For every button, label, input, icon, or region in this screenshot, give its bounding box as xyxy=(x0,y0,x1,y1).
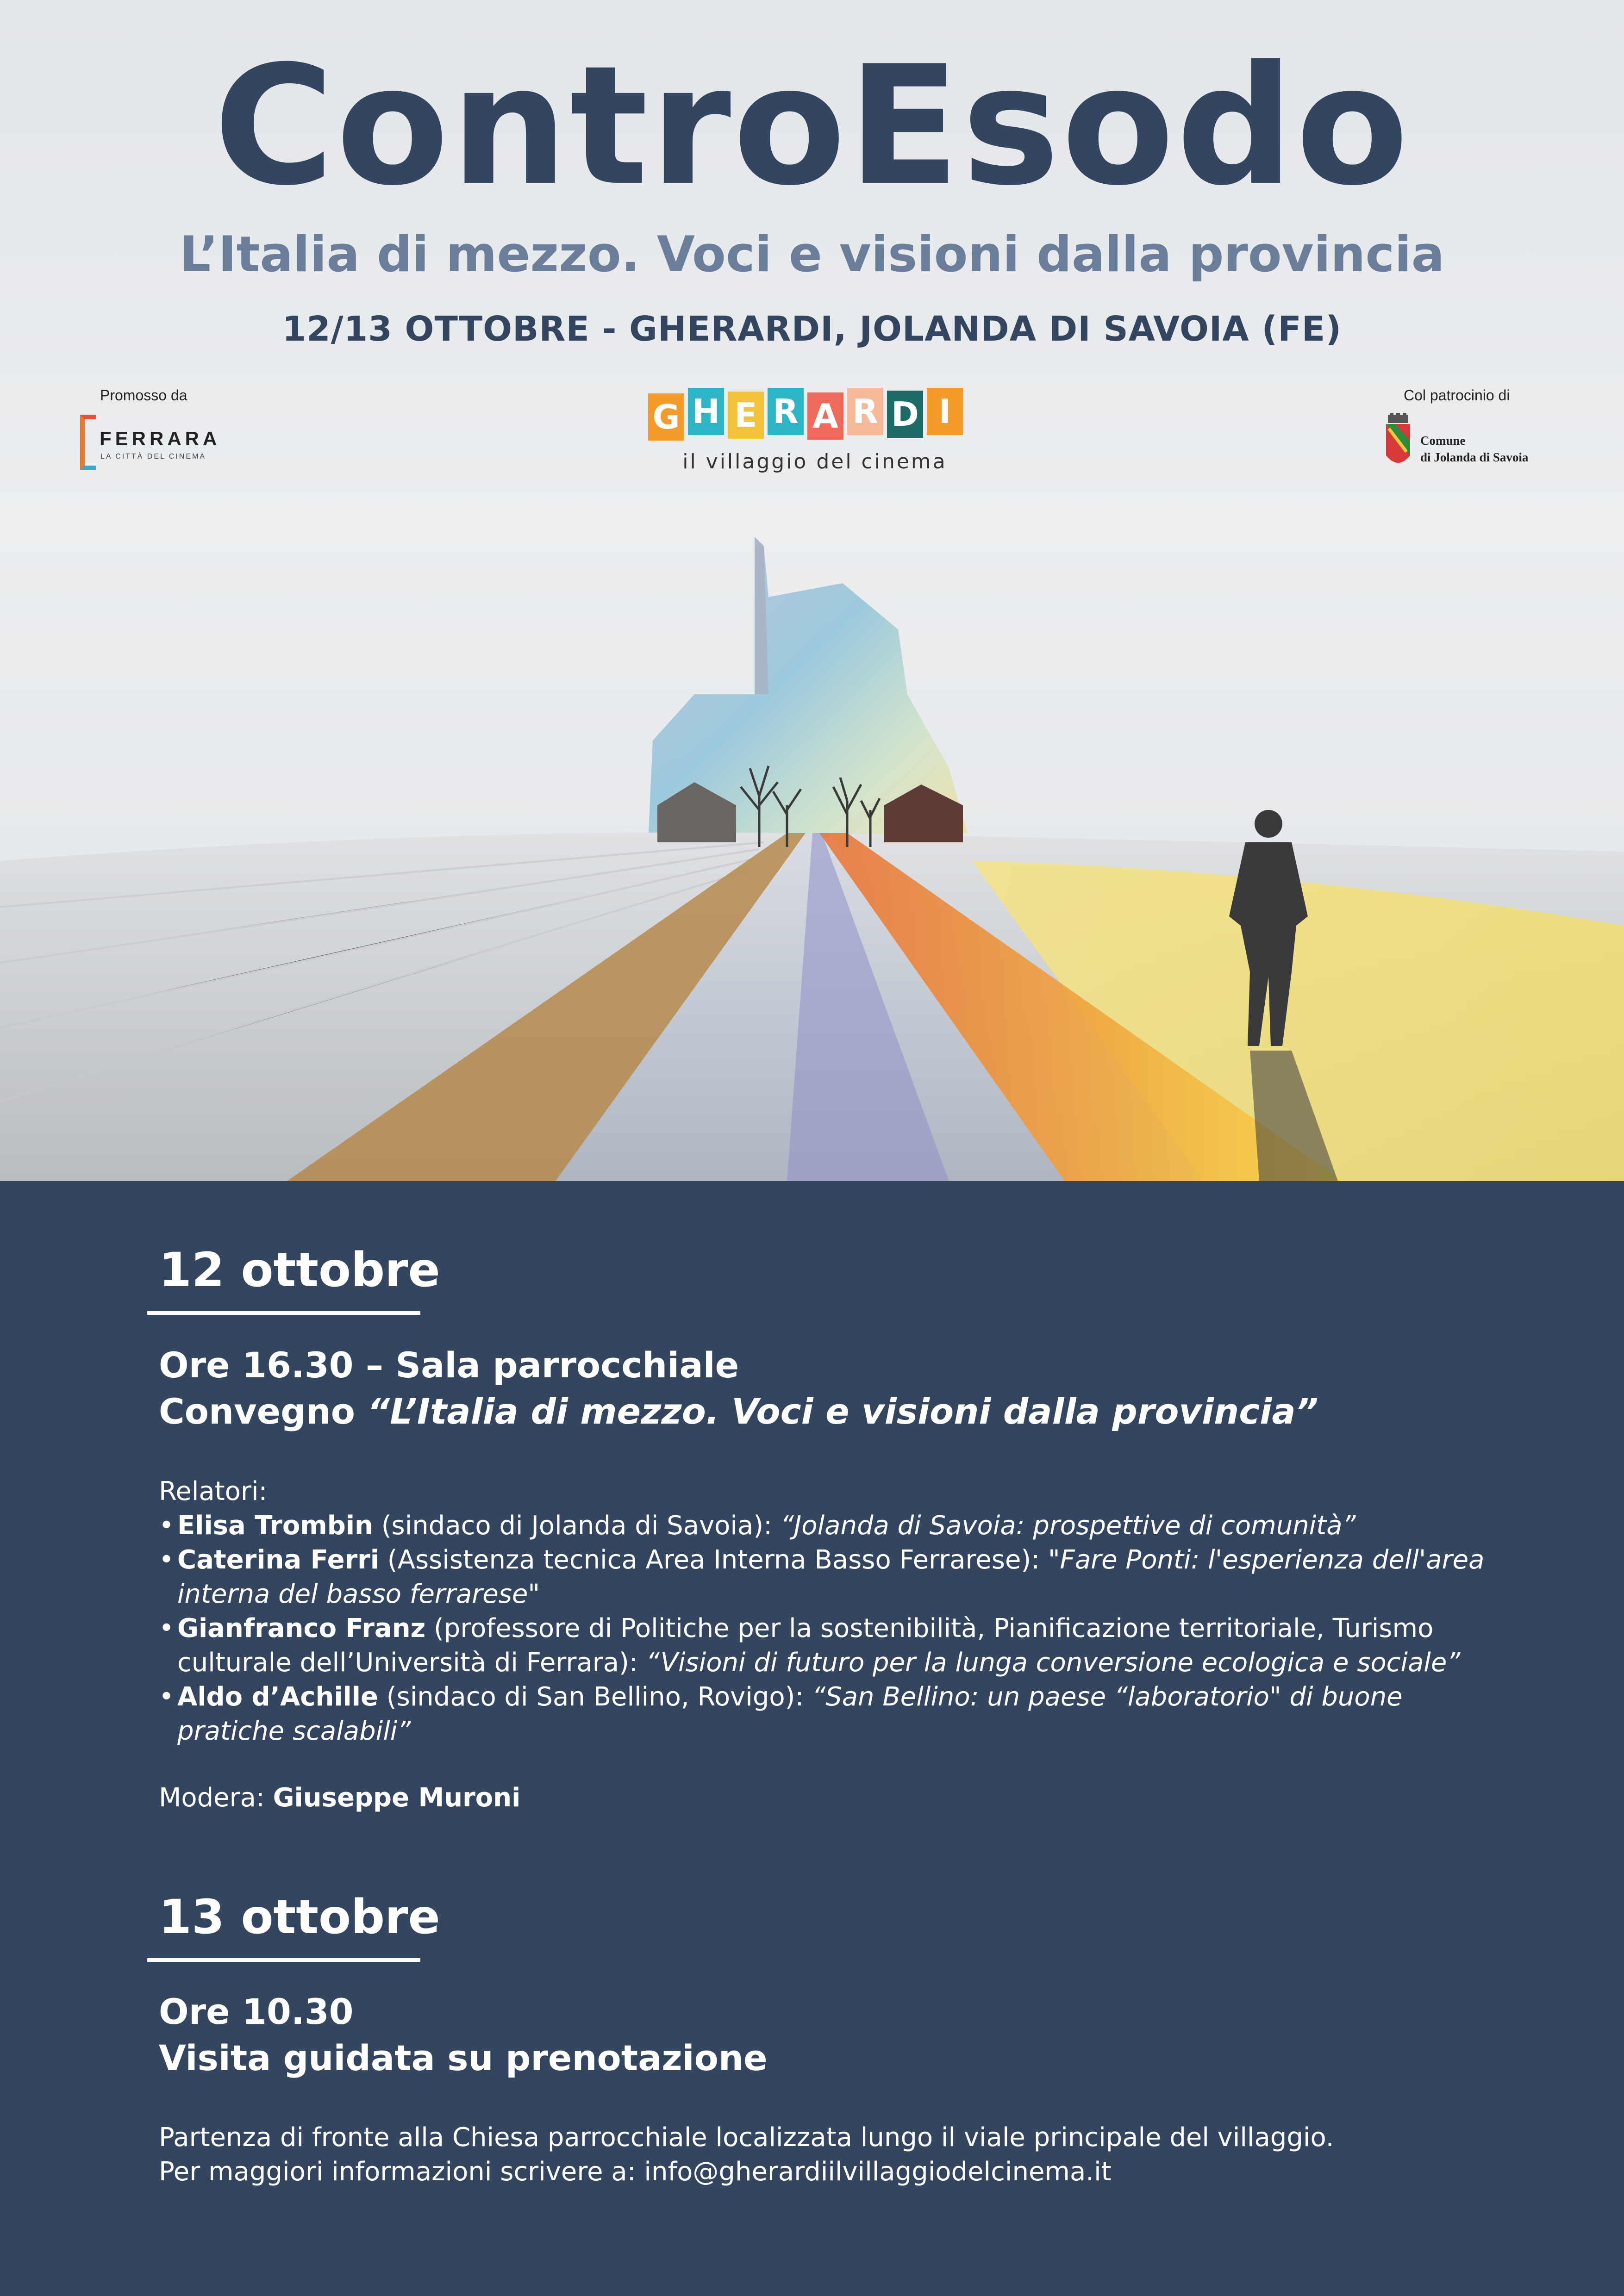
day1-session xyxy=(159,1342,1318,1435)
speaker-name: Aldo d’Achille xyxy=(177,1682,378,1712)
day1-underline xyxy=(147,1311,420,1315)
speaker-talk: “San Bellino: un paese “laboratorio" di buone pratiche scalabili” xyxy=(177,1682,1403,1746)
day2-underline xyxy=(147,1958,420,1962)
comune-name xyxy=(1420,432,1528,466)
speaker-role: (professore di Politiche per la sostenibilità, Pianificazione territoriale, Turismo culturale dell’Università di Ferrara): xyxy=(177,1613,1434,1678)
gherardi-letter-tile: G xyxy=(648,393,684,441)
event-title: ControEsodo xyxy=(213,30,1411,222)
gherardi-logo xyxy=(648,388,981,480)
speaker-name: Elisa Trombin xyxy=(177,1511,373,1541)
speaker-name: Caterina Ferri xyxy=(177,1545,379,1575)
day1-speakers-block xyxy=(159,1475,1501,1748)
ferrara-logo-word: FERRARA xyxy=(100,428,221,449)
gherardi-letter-tile: E xyxy=(728,392,764,439)
gherardi-letter-tile: R xyxy=(768,388,804,435)
day1-session-time: Ore 16.30 – Sala parrocchiale xyxy=(159,1344,739,1386)
moderator-label: Modera: xyxy=(159,1783,273,1813)
day2-session-time: Ore 10.30 xyxy=(159,1991,354,2032)
promoter-label: Promosso da xyxy=(100,387,187,404)
day2-info-line-2: Per maggiori informazioni scrivere a: info@gherardiilvillaggiodelcinema.it xyxy=(159,2157,1112,2187)
speaker-talk: "Fare Ponti: l'esperienza dell'area interna del basso ferrarese" xyxy=(177,1545,1485,1609)
landscape-illustration xyxy=(0,509,1624,1181)
speaker-item xyxy=(159,1612,1501,1680)
gherardi-letter-tile: H xyxy=(688,388,724,435)
day2-session-title: Visita guidata su prenotazione xyxy=(159,2037,768,2079)
gherardi-letter-tile: R xyxy=(847,388,883,435)
ferrara-frame-icon xyxy=(80,415,96,470)
day1-session-title-line xyxy=(159,1388,1318,1435)
speaker-item xyxy=(159,1543,1501,1612)
day1-session-title: “L’Italia di mezzo. Voci e visioni dalla provincia” xyxy=(367,1391,1318,1432)
moderator-name: Giuseppe Muroni xyxy=(273,1783,521,1813)
moderator-line xyxy=(159,1781,1501,1815)
patron-label: Col patrocinio di xyxy=(1404,387,1510,404)
speaker-role: (sindaco di Jolanda di Savoia): xyxy=(373,1511,781,1541)
day1-heading: 12 ottobre xyxy=(159,1243,440,1298)
speaker-talk: “Jolanda di Savoia: prospettive di comunità” xyxy=(780,1511,1356,1541)
speaker-role: (sindaco di San Bellino, Rovigo): xyxy=(378,1682,812,1712)
ferrara-logo xyxy=(80,415,219,475)
gherardi-letter-tile: I xyxy=(927,388,963,435)
event-dates-place: 12/13 OTTOBRE - GHERARDI, JOLANDA DI SAVOIA (FE) xyxy=(282,309,1342,349)
poster-header xyxy=(0,0,1624,532)
speaker-item xyxy=(159,1509,1501,1543)
gherardi-letter-tiles xyxy=(648,388,981,439)
comune-line-1: Comune xyxy=(1420,434,1466,448)
day2-heading: 13 ottobre xyxy=(159,1890,440,1945)
day1-session-prefix: Convegno xyxy=(159,1391,368,1432)
program-section xyxy=(0,1181,1624,2296)
speaker-talk: “Visioni di futuro per la lunga conversione ecologica e sociale” xyxy=(646,1648,1461,1678)
day2-info xyxy=(159,2121,1501,2189)
speaker-role: (Assistenza tecnica Area Interna Basso Ferrarese): xyxy=(379,1545,1048,1575)
speaker-name: Gianfranco Franz xyxy=(177,1613,426,1643)
ferrara-logo-tagline: LA CITTÀ DEL CINEMA xyxy=(100,453,206,460)
comune-crest-icon xyxy=(1384,413,1412,470)
speakers-label: Relatori: xyxy=(159,1476,268,1506)
event-subtitle: L’Italia di mezzo. Voci e visioni dalla provincia xyxy=(179,226,1445,283)
gherardi-letter-tile: D xyxy=(887,391,923,438)
speaker-item xyxy=(159,1680,1501,1748)
gherardi-letter-tile: A xyxy=(807,392,843,440)
gherardi-tagline: il villaggio del cinema xyxy=(682,450,947,473)
speakers-list xyxy=(159,1509,1501,1748)
day2-info-line-1: Partenza di fronte alla Chiesa parrocchiale localizzata lungo il viale principale del villaggio. xyxy=(159,2122,1334,2153)
day2-session xyxy=(159,1989,768,2082)
comune-line-2: di Jolanda di Savoia xyxy=(1420,450,1529,465)
